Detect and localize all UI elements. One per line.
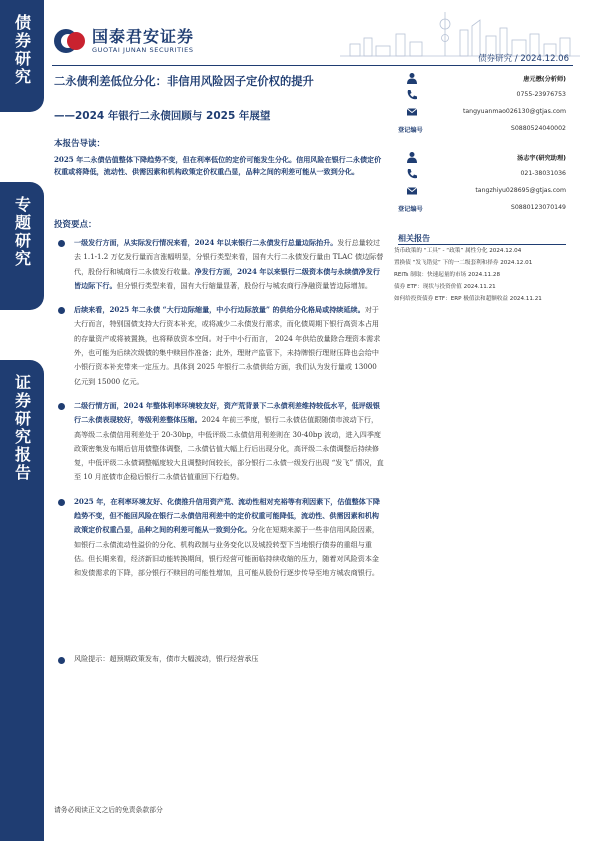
list-item bbox=[58, 303, 384, 389]
intro-text: 2025 年二永债估值整体下降趋势不变，但在利率低位的定价可能发生分化。信用风险在银行二永债定价权重或将降低，流动性、供需因素和机构政策定价权重凸显，品种之间的利差可能从一致到分化。 bbox=[54, 155, 382, 177]
page-subtitle: ——2024 年银行二永债回顾与 2025 年展望 bbox=[54, 110, 271, 122]
related-reports-list bbox=[394, 247, 570, 307]
logo-text-cn: 国泰君安证券 bbox=[92, 27, 195, 46]
bullet-text: 对于大行而言，特别国债支持大行资本补充，或将减少二永债发行需求，而化债周期下银行高资本占用的存量资产或将被置换，也将释放资本空间。对于中小行而言， 2024 年供给放量除合理资本需求外，也可能为后续次级债的集中赎回作准备；此外，理财产监管下，未持牌银行理财压降也会给中小银行资本补充带来一定压力。具体到 2025 年银行二永债供给方面，我们认为发行量或 13000 亿元到 15000 亿元。 bbox=[74, 305, 381, 386]
registration-label: 登记编号 bbox=[398, 127, 423, 134]
category-date: 债券研究 / 2024.12.06 bbox=[478, 54, 569, 64]
key-points-heading: 投资要点： bbox=[54, 220, 97, 230]
sidebar-block-securities-report bbox=[0, 360, 44, 841]
page-title: 二永债利差低位分化：非信用风险因子定价权的提升 bbox=[54, 75, 314, 88]
logo-mark-icon bbox=[54, 29, 88, 53]
sidebar-block-special-research bbox=[0, 182, 44, 310]
registration-number: S0880123070149 bbox=[510, 204, 566, 211]
phone-icon bbox=[406, 168, 418, 180]
disclaimer-footer: 请务必阅读正文之后的免责条款部分 bbox=[54, 806, 163, 814]
header-divider bbox=[52, 65, 573, 66]
list-item bbox=[58, 399, 384, 485]
list-item bbox=[58, 236, 384, 293]
analyst-phone: 021-38031036 bbox=[520, 170, 566, 177]
sidebar-block-bond-research bbox=[0, 0, 44, 112]
sidebar-label: 债券研究 bbox=[12, 14, 32, 86]
bullet-icon bbox=[58, 499, 65, 506]
bullet-text: 但分银行类型来看，国有大行缩量显著，股份行与城农商行净融资量皆边际增加。 bbox=[116, 280, 372, 290]
related-report-link[interactable]: 货币政策的 “工具” - “政策” 属性分化 2024.12.04 bbox=[394, 248, 522, 254]
risk-warning bbox=[58, 654, 258, 664]
person-icon bbox=[406, 72, 418, 84]
related-reports-heading: 相关报告 bbox=[398, 234, 430, 243]
bullet-lead: 后续来看，2025 年二永债 “大行边际缩量，中小行边际放量” 的供给分化格局或持续延续。 bbox=[74, 305, 365, 315]
analyst-name: 唐元懋(分析师) bbox=[523, 76, 566, 83]
phone-icon bbox=[406, 89, 418, 101]
registration-number: S0880524040002 bbox=[510, 125, 566, 132]
email-icon bbox=[406, 106, 418, 118]
bullet-lead: 2025 年，在利率环境友好、化债推升信用资产荒、流动性相对充裕等有利因素下，估值整体下降趋势不变，但不能回风险在银行二永债信用利差中的定价权重可能降低，流动性、供需因素和机构政策定价权重凸显，品种之间的利差可能从一致到分化。 bbox=[74, 496, 380, 535]
risk-text: 风险提示：超预期政策发布，债市大幅波动，银行经营承压 bbox=[74, 654, 259, 663]
bullet-icon bbox=[58, 240, 65, 247]
email-icon bbox=[406, 185, 418, 197]
bullet-text: 2024 年前三季度，银行二永债估值跟随债市波动下行，高等级二永债信用利差处于 20-30bp，中低评级二永债信用利差则在 30-40bp 波动，进入四季度政策密集发布期后信用债整体调整，二永债估值大幅上行后出现分化，高评级二永债调整后持续修复，中低评级二永债调整幅度较大且调整时间较长，部分银行二永债一级发行出现 “发飞” 情况，直至 10 月底债市企稳后银行二永债估值重回下行趋势。 bbox=[74, 415, 384, 482]
bullet-text: 发行总量较过去 1.1-1.2 万亿发行量而言涨幅明显，分银行类型来看，国有大行二永债发行量由 TLAC 债边际替代，股份行和城商行二永债发行收量。 bbox=[74, 238, 384, 276]
related-report-link[interactable]: 债券 ETF：现状与投资价值 2024.11.21 bbox=[394, 284, 496, 290]
related-divider bbox=[398, 244, 566, 245]
bullet-lead: 净发行方面，2024 年以来银行二级资本债与永续债净发行皆边际下行。 bbox=[74, 266, 380, 290]
bullet-lead: 一级发行方面，从实际发行情况来看，2024 年以来银行二永债发行总量边际抬升。 bbox=[74, 238, 338, 247]
analyst-name: 汤志宇(研究助理) bbox=[517, 155, 566, 162]
analyst-email[interactable]: tangyuanmao026130@gtjas.com bbox=[462, 108, 566, 115]
bullet-lead: 二级行情方面，2024 年整体利率环境较友好，资产荒背景下二永债利差维持较低水平，低评级银行二永债表现较好，等级利差整体压缩。 bbox=[74, 400, 380, 425]
sidebar-label: 专题研究 bbox=[12, 196, 32, 268]
bullet-text: 分化在短期来源于一些非信用风险因素，如银行二永债流动性溢价的分化、机构政制与业务变化以及城投转型下当地银行债券的重组与重估。但长期来看，经济新旧动能转换期间，银行经营可能面临持续收缩的压力，随着对风险资本金和发债需求的下降，部分银行不赎回的可能性增加，且可能从股份行逐步传导至地方城农商银行。 bbox=[74, 525, 380, 578]
intro-heading: 本报告导读： bbox=[54, 139, 106, 149]
related-report-link[interactable]: 如何给投资债券 ETF：ERP 极值法和超额收益 2024.11.21 bbox=[394, 296, 542, 302]
bullet-icon bbox=[58, 403, 65, 410]
registration-label: 登记编号 bbox=[398, 206, 423, 213]
sidebar bbox=[0, 0, 44, 841]
bullet-icon bbox=[58, 307, 65, 314]
sidebar-label: 证券研究报告 bbox=[12, 374, 32, 482]
bullet-icon bbox=[58, 657, 65, 664]
analyst-email[interactable]: tangzhiyu028695@gtjas.com bbox=[475, 187, 566, 194]
company-logo bbox=[54, 28, 194, 54]
related-report-link[interactable]: REITs 制取：快速起量的市场 2024.11.28 bbox=[394, 272, 500, 278]
key-points-list bbox=[58, 236, 384, 591]
analyst-phone: 0755-23976753 bbox=[516, 91, 566, 98]
list-item bbox=[58, 495, 384, 581]
related-report-link[interactable]: 置换债 “发飞错觉” 下的一二级套利和择券 2024.12.01 bbox=[394, 260, 533, 266]
person-icon bbox=[406, 151, 418, 163]
city-skyline-icon bbox=[340, 8, 580, 58]
logo-text-en: GUOTAI JUNAN SECURITIES bbox=[92, 46, 194, 54]
